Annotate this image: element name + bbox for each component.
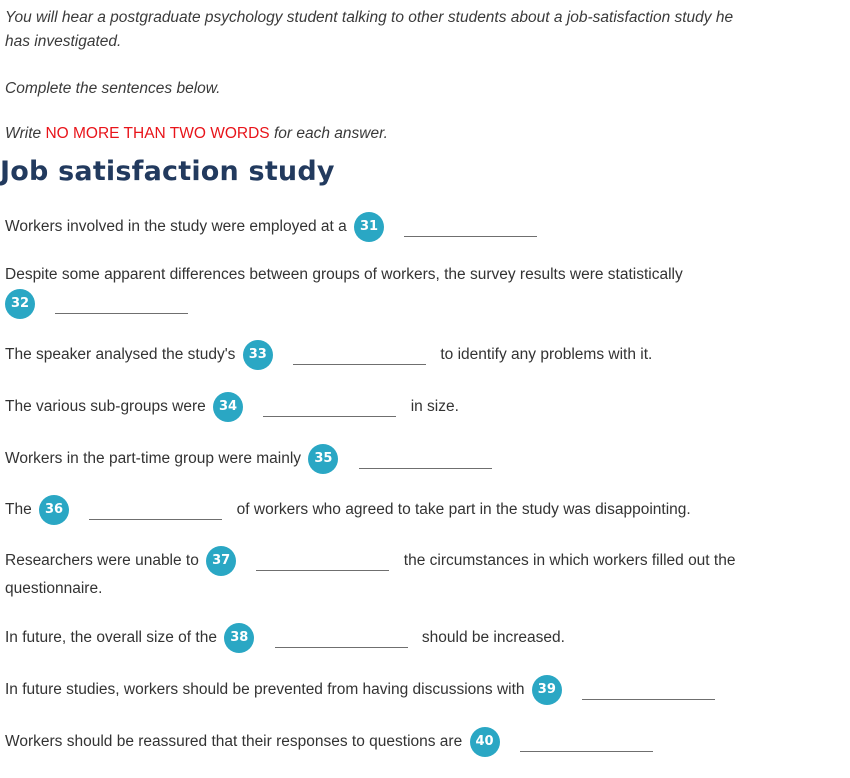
question-number-badge: 33 [243,340,273,370]
question-number-badge: 39 [532,675,562,705]
question-text-after: in size. [410,398,459,415]
question-32-line-2 [5,289,198,319]
complete-instruction [5,77,220,101]
word-limit-instruction [5,122,388,146]
question-number-badge: 35 [308,444,338,474]
intro-line-1: You will hear a postgraduate psychology student talking to other students about a job-satisfaction study he [5,9,734,26]
word-limit-highlight: NO MORE THAN TWO WORDS [45,125,270,142]
answer-blank-33[interactable] [293,350,426,365]
intro-text [5,6,733,54]
question-text: Workers involved in the study were employed at a [5,218,347,235]
write-suffix: for each answer. [269,125,388,142]
question-text: In future, the overall size of the [5,629,217,646]
question-text: In future studies, workers should be prevented from having discussions with [5,681,525,698]
question-number-badge: 31 [354,212,384,242]
question-text-after: the circumstances in which workers filled out the [403,552,736,569]
question-40 [5,727,663,757]
question-text: Despite some apparent differences between groups of workers, the survey results were statistically [5,266,683,283]
question-text: Researchers were unable to [5,552,199,569]
answer-blank-39[interactable] [582,685,715,700]
intro-line-2: has investigated. [5,33,122,50]
answer-blank-32[interactable] [55,299,188,314]
question-35 [5,444,502,474]
question-text: The speaker analysed the study's [5,346,236,363]
question-number-badge: 36 [39,495,69,525]
question-number-badge: 37 [206,546,236,576]
answer-blank-35[interactable] [359,454,492,469]
question-number-badge: 34 [213,392,243,422]
question-text-after: should be increased. [421,629,565,646]
question-text: Workers in the part-time group were mainly [5,450,302,467]
answer-blank-31[interactable] [404,222,537,237]
question-text-after-line-2: questionnaire. [5,580,103,597]
answer-blank-36[interactable] [89,505,222,520]
answer-blank-34[interactable] [263,402,396,417]
question-34 [5,392,459,422]
question-text: The various sub-groups were [5,398,206,415]
question-number-badge: 38 [224,623,254,653]
answer-blank-37[interactable] [256,556,389,571]
question-number-badge: 32 [5,289,35,319]
question-text-after: of workers who agreed to take part in the study was disappointing. [236,501,691,518]
question-33 [5,340,652,370]
question-32 [5,261,683,289]
question-37 [5,546,735,576]
question-38 [5,623,565,653]
answer-blank-40[interactable] [520,737,653,752]
question-text-after: to identify any problems with it. [440,346,653,363]
complete-text: Complete the sentences below. [5,80,221,97]
question-number-badge: 40 [470,727,500,757]
question-39 [5,675,725,705]
question-36 [5,495,691,525]
section-title: Job satisfaction study [0,156,335,187]
question-37-line-2 [5,575,102,603]
question-31 [5,212,547,242]
answer-blank-38[interactable] [275,633,408,648]
write-prefix: Write [5,125,46,142]
question-text: Workers should be reassured that their responses to questions are [5,733,463,750]
question-text: The [5,501,32,518]
